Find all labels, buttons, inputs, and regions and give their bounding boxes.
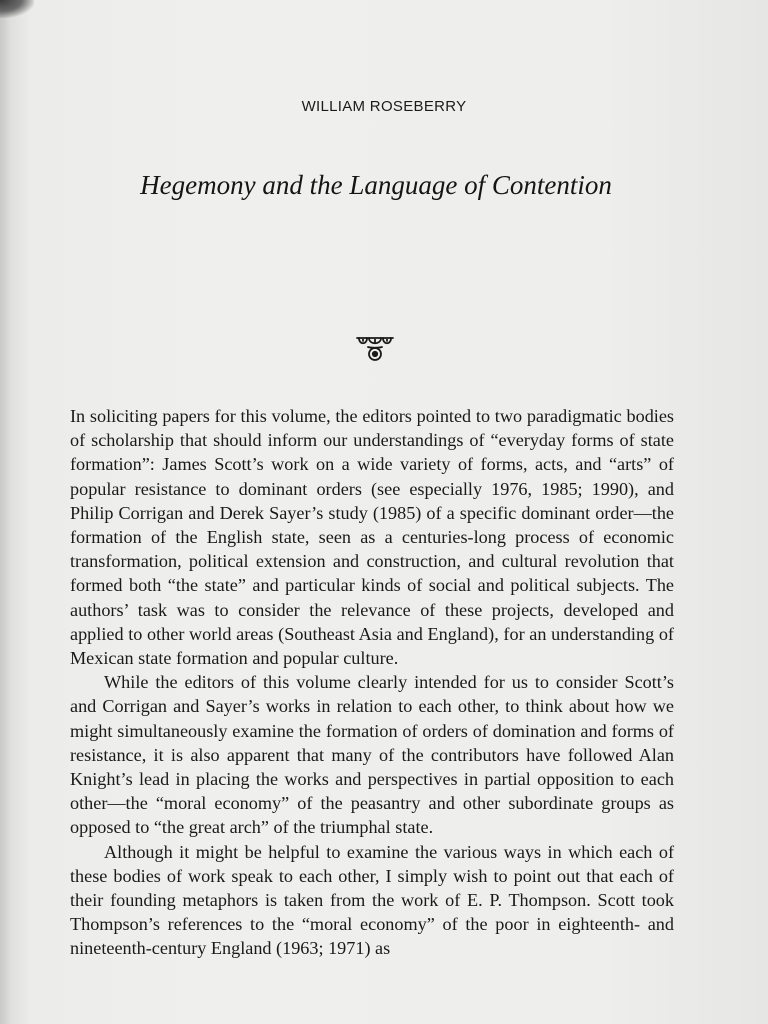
chapter-author: WILLIAM ROSEBERRY — [301, 98, 467, 115]
fleuron-ornament-icon — [355, 334, 395, 366]
body-text — [70, 404, 674, 961]
page-corner-shadow — [0, 0, 34, 18]
chapter-title: Hegemony and the Language of Contention — [140, 170, 612, 200]
paragraph-2: While the editors of this volume clearly intended for us to consider Scott’s and Corrigan and Sayer’s works in relation to each other, to think about how we might simultaneously examine the formation of orders of domination and forms of resistance, it is also apparent that many of the contributors have followed Alan Knight’s lead in placing the works and perspectives in partial opposition to each other—the “moral economy” of the peasantry and other subordinate groups as opposed to “the great arch” of the triumphal state. — [70, 672, 674, 838]
paragraph-3: Although it might be helpful to examine the various ways in which each of these bodies of work speak to each other, I simply wish to point out that each of their founding metaphors is taken from the work of E. P. Thompson. Scott took Thompson’s references to the “moral economy” of the poor in eighteenth- and nineteenth-century England (1963; 1971) as — [70, 841, 674, 959]
page-gutter-shadow — [0, 0, 10, 1024]
paragraph-1: In soliciting papers for this volume, the editors pointed to two paradigmatic bodies of scholarship that should inform our understandings of “everyday forms of state formation”: James Scott’s work on a wide variety of forms, acts, and “arts” of popular resistance to dominant orders (see especially 1976, 1985; 1990), and Philip Corrigan and Derek Sayer’s study (1985) of a specific dominant order—the formation of the English state, seen as a centuries-long process of economic transformation, political extension and construction, and cultural revolution that formed both “the state” and particular kinds of social and political subjects. The authors’ task was to consider the relevance of these projects, developed and applied to other world areas (Southeast Asia and England), for an understanding of Mexican state formation and popular culture. — [70, 406, 674, 669]
